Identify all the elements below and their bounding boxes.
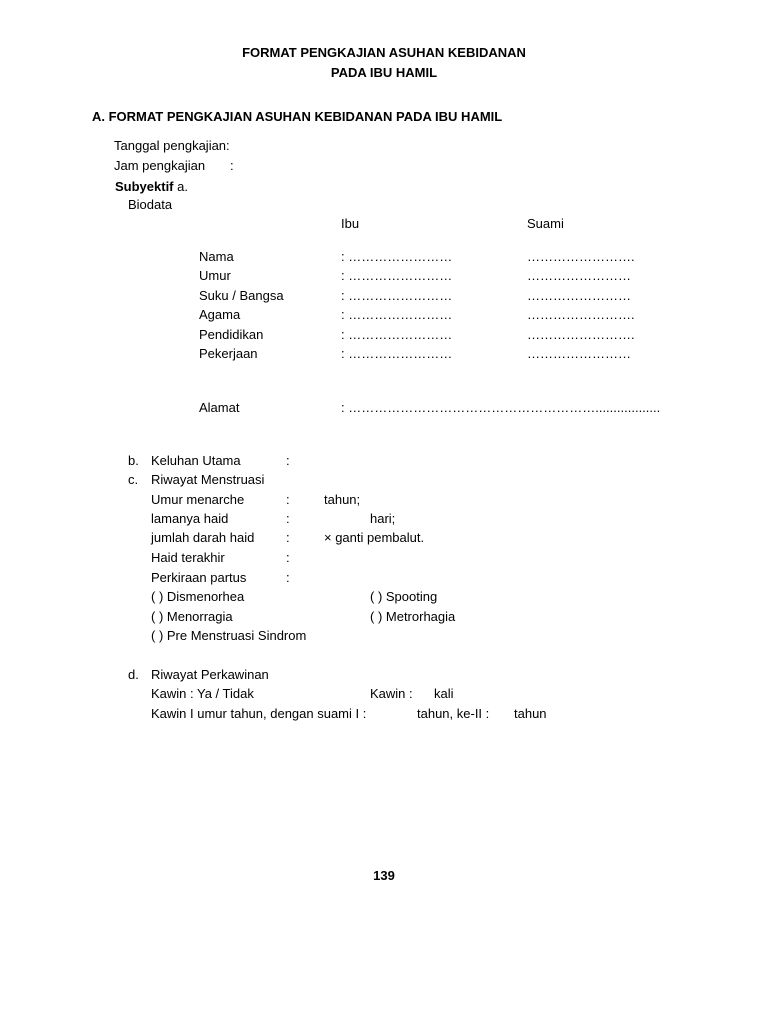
subyektif-a: a. bbox=[177, 179, 188, 194]
check-menorragia[interactable]: ( ) Menorragia bbox=[151, 609, 233, 624]
menstruasi-row-label: Perkiraan partus bbox=[151, 570, 247, 585]
perkawinan-label: Riwayat Perkawinan bbox=[151, 667, 269, 682]
section-a-heading: A. FORMAT PENGKAJIAN ASUHAN KEBIDANAN PADA IBU HAMIL bbox=[92, 109, 503, 124]
section-d-letter: d. bbox=[128, 667, 139, 682]
menstruasi-row-colon: : bbox=[286, 530, 290, 545]
kawin-ii-unit: tahun bbox=[514, 706, 547, 721]
menstruasi-row-value: hari; bbox=[370, 511, 396, 526]
row-suami-value: ……………………. bbox=[527, 249, 635, 264]
row-label: Pekerjaan bbox=[199, 346, 258, 361]
kawin-ya-tidak: Kawin : Ya / Tidak bbox=[151, 686, 254, 701]
jam-label: Jam pengkajian bbox=[114, 158, 206, 173]
menstruasi-row-value: × ganti pembalut. bbox=[324, 530, 425, 545]
keluhan-colon: : bbox=[286, 453, 290, 468]
jam-colon: : bbox=[230, 158, 234, 173]
row-ibu-value: : …………………… bbox=[341, 288, 453, 303]
row-label: Umur bbox=[199, 268, 231, 283]
menstruasi-row-value: tahun; bbox=[324, 492, 361, 507]
check-dismenorhea[interactable]: ( ) Dismenorhea bbox=[151, 589, 245, 604]
row-suami-value: …………………… bbox=[527, 268, 631, 283]
section-c-letter: c. bbox=[128, 472, 139, 487]
menstruasi-row-colon: : bbox=[286, 550, 290, 565]
row-suami-value: ……………………. bbox=[527, 327, 635, 342]
menstruasi-row-label: Umur menarche bbox=[151, 492, 245, 507]
menstruasi-label: Riwayat Menstruasi bbox=[151, 472, 265, 487]
menstruasi-row-label: Haid terakhir bbox=[151, 550, 225, 565]
doc-title-line2: PADA IBU HAMIL bbox=[330, 65, 438, 80]
alamat-value: : ………………………………………………….................. bbox=[341, 400, 661, 415]
check-spooting[interactable]: ( ) Spooting bbox=[370, 589, 438, 604]
alamat-label: Alamat bbox=[199, 400, 240, 415]
biodata-label: Biodata bbox=[128, 197, 173, 212]
subyektif-line bbox=[115, 179, 188, 195]
tanggal-label: Tanggal pengkajian: bbox=[114, 138, 230, 153]
row-label: Agama bbox=[199, 307, 241, 322]
row-suami-value: …………………… bbox=[527, 288, 631, 303]
row-ibu-value: : …………………… bbox=[341, 268, 453, 283]
kawin-count-unit: kali bbox=[434, 686, 454, 701]
row-ibu-value: : …………………… bbox=[341, 346, 453, 361]
menstruasi-row-colon: : bbox=[286, 570, 290, 585]
kawin-count-label: Kawin : bbox=[370, 686, 413, 701]
subyektif-label: Subyektif bbox=[115, 179, 174, 194]
row-label: Nama bbox=[199, 249, 234, 264]
row-label: Pendidikan bbox=[199, 327, 264, 342]
kawin-ii-line: tahun, ke-II : bbox=[417, 706, 490, 721]
col-suami: Suami bbox=[527, 216, 564, 231]
kawin-i-line: Kawin I umur tahun, dengan suami I : bbox=[151, 706, 367, 721]
page-number: 139 bbox=[373, 868, 395, 883]
section-b-letter: b. bbox=[128, 453, 139, 468]
row-ibu-value: : …………………… bbox=[341, 307, 453, 322]
row-ibu-value: : …………………… bbox=[341, 249, 453, 264]
row-label: Suku / Bangsa bbox=[199, 288, 284, 303]
row-suami-value: …………………… bbox=[527, 346, 631, 361]
menstruasi-row-label: lamanya haid bbox=[151, 511, 229, 526]
menstruasi-row-colon: : bbox=[286, 492, 290, 507]
row-ibu-value: : …………………… bbox=[341, 327, 453, 342]
check-metrorhagia[interactable]: ( ) Metrorhagia bbox=[370, 609, 456, 624]
menstruasi-row-label: jumlah darah haid bbox=[151, 530, 255, 545]
check-pms[interactable]: ( ) Pre Menstruasi Sindrom bbox=[151, 628, 307, 643]
keluhan-label: Keluhan Utama bbox=[151, 453, 241, 468]
col-ibu: Ibu bbox=[341, 216, 360, 231]
doc-title-line1: FORMAT PENGKAJIAN ASUHAN KEBIDANAN bbox=[242, 45, 526, 60]
menstruasi-row-colon: : bbox=[286, 511, 290, 526]
row-suami-value: ……………………. bbox=[527, 307, 635, 322]
